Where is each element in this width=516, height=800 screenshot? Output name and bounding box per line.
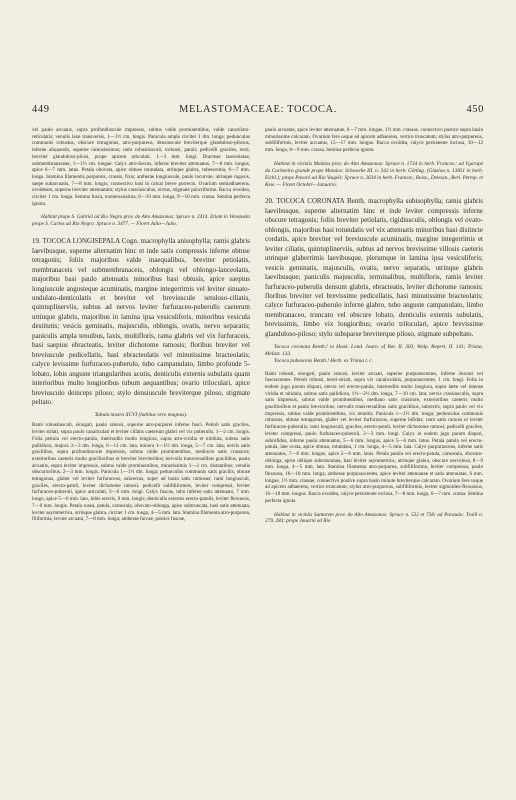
species-diagnosis: 20. TOCOCA CORONATA Benth. macrophylla subisophylla; ramis glabris laevibusque, superne alternatim hinc et inde leviter compressis inferne obscure tetragonis; foliis breviter petiolatis, rigidiusculis, oblongis vel ovato-oblongis, majoribus basi rotundatis vel vix attenuatis minoribus basi distincte cordatis, apice breviter vel breviuscule acuminatis, margine integerrimis et leviter ciliatis, quintuplinerviis, subtus ad nervos brevissime villosis caeteris utrinque glaberrimis laevibusque, plerumque in lamina ipsa vesiculiferis; vesicis geminatis, majusculis, ovatis, nervo separatis, utrinque glabris laevibusque; paniculis majusculis, terminalibus, multifloris, ramis leviter furfuraceo-puberulis densum glabris, ebracteatis, leviter dichotome ramosis; floribus breviter vel brevissime pedicellatis, basi minutissime bracteolatis; calyce furfuraceo-puberulo inferne glabro, tubo anguste campanulato, limbo membranaceo, truncato vel obscure lobato, denticulis externis subulatis, brevissimis, limbo vix longioribus; ovario triloculari, apice brevissime glanduloso-piloso; stylo subsparse breviterque piloso, stigmate subpeltato. (265, 197, 483, 338)
synonymy-citation: Tococa coronata Benth.! in Hook. Lond. Journ. of Bot. II. 303; Walp. Repert. II. 141; Triana, Melast. 133. (265, 344, 483, 358)
running-header (32, 104, 484, 118)
page-number-left: 449 (32, 104, 50, 115)
plate-reference: Tabula nostra XCVI (habitus vero magnus). (94, 412, 188, 419)
species-diagnosis: 19. TOCOCA LONGISEPALA Cogn. macrophylla anisophylla; ramis glabris laevibusque, superne alternatim hinc et inde satis compressis inferne obtuse tetragonis; foliis majoribus valde inaequalibus, breviter petiolatis, membranaceis vel submembranaceis, oblongis vel oblongo-lanceolatis, majoribus basi paulo attenuatis minoribus basi obtusis, apice saepius longiuscule angusteque acuminatis, margine integerrimis vel leviter sinuato-undulato-denticulatis et breviter vel breviuscule setuloso-ciliatis, quintuplinerviis, subtus ad nervos leviter furfuraceo-puberulis caeterum utrinque glabris, majoribus in lamina ipsa vesiculiferis, minoribus vesicula destitutis; vesicis geminatis, majusculis, oblongis, ovatis, nervo separatis; paniculis ampla tenuibus, laxis, multifloris, rama glabris vel vix furfuraceis, basi saepius ebracteatis, leviter dichotome ramosis; floribus breviter vel breviuscule pedicellatis, basi ebracteolatis vel minutissime bracteolatis; calyce levissime furfuraceo-puberulo, tubo campanulato, limbo profunde 5-lobato, lobis anguste triangularibus acutis, denticulis externis subulatis quam interioribus multo longioribus tubum aequantibus; ovario triloculari, apice breviusculo deinceps piloso; stylo densiuscule breviterque piloso, stigmate peltato. (32, 237, 250, 406)
habitat-note: Habitat prope S. Gabriel ad Rio Negro prov. do Alto Amazonas: Spruce n. 2414. Etiam in Venezuela prope S. Carlos ad Rio Negro: Spruce n. 3477. — Floret Julio—Julio. (32, 214, 250, 228)
right-column (265, 127, 483, 525)
description-continued: vel paulo arcuatis, supra profundiuscule impressis, subtus valde prominentibus, valde cancellato-reticulatis; venulis laxe transversis, 1—1½ cm. longis. Panicula ampla circiter 1 dm. longa; pedunculus communis robustus, obscure tetragonus, atro-purpureus, densiuscule breviterque glanduloso-pilosus, inferne aliquando, superne ramosissimus; rami robustiusculi, tortuosi, patuli; pedicelli graciles, recti, breviter glanduloso-pilosi, prope apicem articulati, 1—3 mm. longi. Bracteae lanceolatae, submembranaceae, 1—1½ cm. longae. Calyx atro-fuscus, inferne breviter attenuatus, 7—8 mm. longus, apice 6—7 mm. latus. Petala obovata, apice obtuse rotundata, utrinque glabra, rubescentia, 6—7 mm. longa. Stamina filamentis purpureis, crassis, fixis; antherae longiuscule, paulo incurvae, utrinque rugosis, saepe subarcuatis, 7—8 mm. longis; connectivo basi in calcar breve porrecto. Ovarium semiadhaerens, ovoideum, superne breviter attenuatum; stylus crassiusculus, rectus, stigmate punctiforme. Bacca ovoidea, circiter 1 cm. longa. Semina fusca, numerosissima, 8—10 mm. longa, 9—10 mm. crassa. Semina perfecta ignota. (32, 127, 250, 207)
habitat-note: Habitat in viciniis Manáos prov. do Alto Amazonas: Spruce n. 1734 in herb. Francav.; ad Ygarapé da Cachoeira grande prope Manáos: Schwacke III. n. 342 in herb. Göttlag. (Glaziou n. 13831 in herb. Eichl.); prope Pavaró ad Rio Vaupés: Spruce n. 2634 in herb. Francav., Boiss., Delessn., Berl. Petrop. et Kew. — Floret Octobri—Januario. (265, 160, 483, 188)
running-title: MELASTOMACEAE: TOCOCA. (179, 104, 337, 115)
left-column (32, 127, 250, 523)
synonymy-citation: Tococa pubescens Benth.! Herb. ex Triana l. c. (274, 358, 374, 365)
page-number-right: 450 (466, 104, 484, 115)
species-description: Rami robusti, elongati, paulo ramosi, leviter arcuati, superne purpurascentes, inferne obscuri vel fuscescentes. Petioli robusti, tereti-striati, supra vix canaliculatis, purpurascentes, 1 cm. longi. Folia in eodem jugo parum dispari, erecta vel erecto-patula, internodiis multo longiora, supra laete vel intense viridia et nitidula, subtus satis pallidiora, 1½—2½ dm. longa, 7—10 cm. lata; nervis crassiusculis, supra satis impressis, subtus valde prominentibus, mediano satis crassiore, exterioribus caeteris multo gracilioribus et paulo brevioribus; nervulis transversalibus satis gracilibus, subrectis, supra paulo vel vix impressis, subtus valde prominentibus, vix reunitis. Panicula 1—1½ dm. longa; pedunculus communis robustus, obtuse tetragonus, glaber vel leviter furfuraceus, superne bifidus; rami satis ramosi et leviter furfuraceo-puberulis; rami longiusculi, graciles, erecto-patuli, leviter dichotome ramosi; pedicelli graciles, leviter compressi, paulo furfuraceo-puberuli, 2—3 mm. longi. Calyx in eodem jugo parum dispari, subrufidus, inferne paulo attenuatus, 5—6 mm. longus, apice 5—6 mm. latus. Petala patula vel erecto-patula, late ovata, apice obtusa, rotundata, 1 cm. longa, 4—5 mm. lata. Calyx purpurascens, inferne satis attenuatus, 7—8 mm. longus, apice 5—6 mm. latus. Petala patula vel erecto-patula, carnosula, obovato-oblonga, apice oblique subrotundata, basi leviter asymmetrica, utrinque glabra, obscure nervulosa, 8—9 mm. longa, 4—5 mm. lata. Stamina filamenta atro-purpurea, subfiliformia, leviter compressa, paulo flexuosa, 16—18 mm. longa; antherae purpurascentes, apice leviter attenuatae et satis attenuatae, 6 mm. longae, 1½ mm. crassae, connectivo postice supra basin minute breviterque calcarato. Ovarium fere usque ad apicem adhaerens, vertice truncatum; stylus atro-purpureus, subfiliformis, leviter sigmoideo-flexuosus, 16—18 mm. longus. Bacca ovoidea, calyce persistente inclusa, 7—8 mm. longa, 6—7 mm. crassa. Semina perfecta ignota. (265, 370, 483, 504)
species-description: Rami robustiusculi, elongati, paulo ramosi, superne atro-purpurei inferne fusci. Petioli satis graciles, leviter striati, supra paulo canaliculati et leviter ciliatis caeterum glabri vel vix puberulis, 1—2 cm. longis. Folia petiola vel erecto-patula, internodiis multo longiora, supra atro-viridia et nitidula, subtus satis pallidiora, majora 3—3 dm. longa, 6—11 cm. lata, minora 1—1½ dm. longa, 5—7 cm. lata; nervis satis gracilibus, supra profundiuscule impressis, subtus valde prominentibus, mediocre satis crassiore, exterioribus caeteris multo gracilioribus et breviter breviteribus; nervulis transversalibus gracilibus, paulo arcuatis, supra leviter impressis, subtus valde prominentibus, minutissimis 1—2 cm. distantibus; venulis obscurioribus, 2—3 mm. longis. Panicula 1—1½ dm. longa; pedunculus communis satis gracilis, obtuse tetragonus, glaber vel leviter furfuraceus, subrectus, super ad basin satis ramosus; rami longiusculi, graciles, erecto-patuli, leviter dichotome ramosi; pedicelli subfiliformes, leviter compressi, leviter furfuraceo-puberuli, apice articulati, 3—6 mm. longi. Calyx fuscus, tubo inferne satis attenuato, 7 mm. longo, apice 5—6 mm. lato, lobis erectis, 8 mm. longis; denticulis externis erecto-patulis, leviter flexuosis, 7—8 mm. longis. Petala rosea, patula, carnosula, obovato-oblonga, apice subtruncata, basi satis attenuata, leviter asymmetrica, utrinque glabra, circiter 1 cm. longa, 4—5 mm. lata. Stamina filamenta atro-purpurea, filiformia, leviter arcuata, 7—8 mm. longa; antherae furcae, postice fuscae, (32, 422, 250, 523)
habitat-note: Habitat in viciniis Santarem prov. do Alto Amazonas: Spruce n. 532 et 738; ad Parauáo: Traill n. 279, 283; prope Jauarió ad Rio (265, 511, 483, 525)
description-continued: paulo arcuatae, apice leviter attenuatae, 6—7 mm. longae, 1½ mm. crassae, connectivo postice supra basin minutissime calcarato. Ovarium fere usque ad apicem adhaerens, vertice truncatum; stylus atro-purpureus, subfiliformis, leviter arcuatus, 15—17 mm. longus. Bacca ovoidea, calyce persistente inclusa, 10—12 mm. longa, 8—9 mm. crassa. Semina perfecta ignota. (265, 127, 483, 154)
